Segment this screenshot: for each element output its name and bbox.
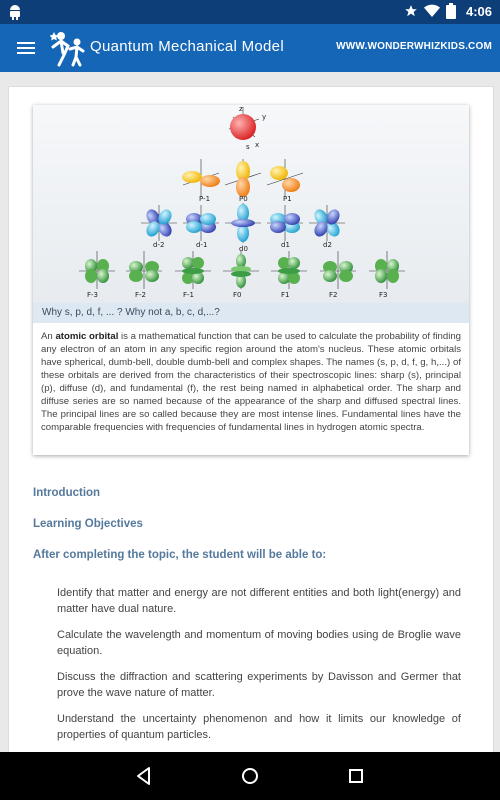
status-bar: [0, 0, 500, 24]
label-d0: d0: [239, 245, 248, 253]
objective-item: Calculate the wavelength and momentum of moving bodies using de Broglie wave equation.: [57, 629, 461, 657]
label-p1: P1: [283, 195, 292, 203]
label-f1: F1: [281, 291, 290, 299]
svg-text:z: z: [239, 105, 243, 113]
kids-logo-icon: [50, 29, 86, 67]
label-f0: F0: [233, 291, 242, 299]
app-bar: [0, 24, 500, 72]
hamburger-icon[interactable]: [14, 36, 38, 60]
term-atomic-orbital: atomic orbital: [55, 331, 119, 342]
label-s: s: [246, 143, 250, 151]
p-orbitals: [182, 159, 303, 203]
label-d-1: d-1: [196, 241, 208, 249]
orbital-figure-card: [33, 105, 469, 455]
recents-icon[interactable]: [344, 764, 368, 788]
label-d2: d2: [323, 241, 332, 249]
label-d-2: d-2: [153, 241, 165, 249]
objective-item: Identify that matter and energy are not different entities and both light(energy) and matter have dual nature.: [57, 587, 461, 615]
label-f2: F2: [329, 291, 338, 299]
home-icon[interactable]: [238, 764, 262, 788]
objective-item: Understand the uncertainty phenomenon and how it limits our knowledge of properties of quantum particles.: [57, 713, 461, 741]
android-icon: [8, 4, 22, 20]
figure-caption: Why s, p, d, f, ... ? Why not a, b, c, d,...?: [33, 303, 469, 323]
svg-text:x: x: [255, 141, 260, 149]
orbital-description: An atomic orbital is a mathematical function that can be used to calculate the probability of finding any electron of an atom in any specific region around the atom's nucleus. These atomic orbitals have spherical, dumb-bell, double dumb-bell and complex shapes. The names (s, p, d, f, g, h,...) of these orbitals are derived from the characteristics of their spectroscopic lines: sharp (s), principal (p), diffuse (d), and fundamental (f), the rest being named in alphabetical order. The sharp and diffuse series are so named because of the appearance of the sharp and diffused spectral lines. The principal lines are so called because they are most intense lines. Fundamental lines have the comparable frequencies with frequencies of fundamental lines in hydrogen atomic spectra.: [41, 331, 461, 433]
battery-icon: [446, 3, 456, 19]
label-f-2: F-2: [135, 291, 147, 299]
f-orbitals: [79, 251, 405, 299]
article-page: [8, 86, 494, 752]
star-icon: [404, 4, 418, 18]
learning-objectives-link[interactable]: Learning Objectives: [33, 518, 143, 530]
orbital-diagram: [33, 105, 469, 303]
objectives-intro: After completing the topic, the student will be able to:: [33, 549, 327, 561]
back-icon[interactable]: [132, 764, 156, 788]
navigation-bar: [0, 752, 500, 800]
d-orbitals: [141, 203, 345, 253]
wifi-icon: [424, 4, 440, 18]
label-p-1: P-1: [199, 195, 211, 203]
label-p0: P0: [239, 195, 248, 203]
objective-item: Discuss the diffraction and scattering experiments by Davisson and Germer that prove the wave nature of matter.: [57, 671, 461, 699]
introduction-link[interactable]: Introduction: [33, 487, 101, 499]
label-f3: F3: [379, 291, 388, 299]
status-icons: [404, 3, 492, 19]
label-f-3: F-3: [87, 291, 99, 299]
website-link[interactable]: WWW.WONDERWHIZKIDS.COM: [336, 41, 492, 52]
label-f-1: F-1: [183, 291, 195, 299]
label-d1: d1: [281, 241, 290, 249]
svg-text:y: y: [262, 113, 267, 121]
status-time: 4:06: [465, 3, 492, 19]
content-scroll-area[interactable]: [0, 72, 500, 752]
app-title: Quantum Mechanical Model: [90, 38, 284, 55]
s-orbital: [229, 105, 266, 151]
